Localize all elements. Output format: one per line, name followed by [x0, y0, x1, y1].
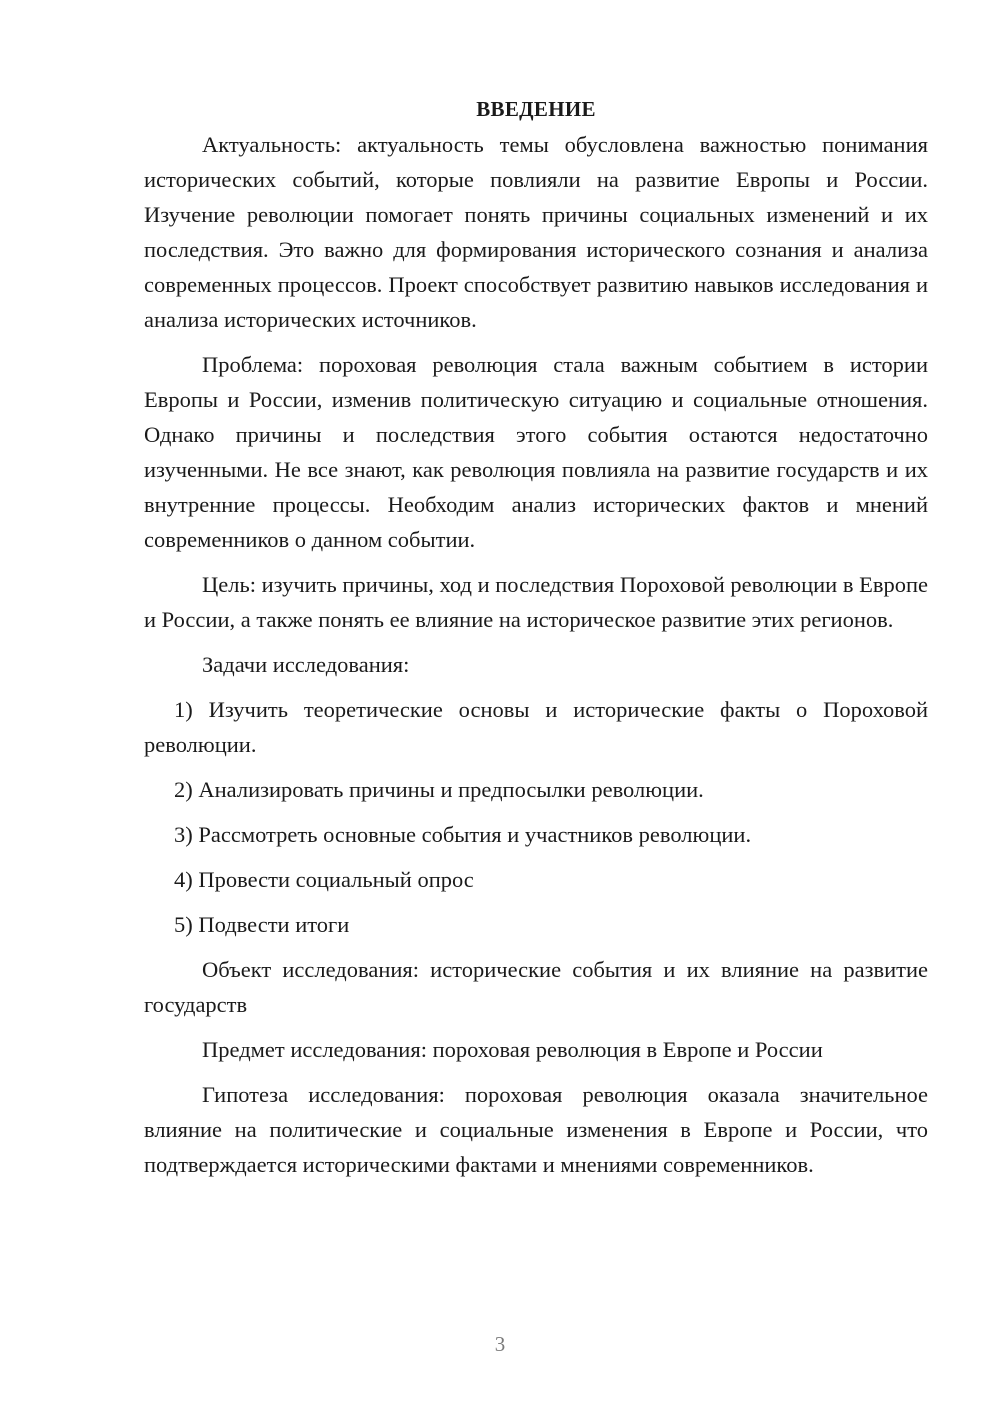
page-number: 3 [494, 1332, 506, 1356]
problem-paragraph: Проблема: пороховая революция стала важным событием в истории Европы и России, изменив политическую ситуацию и социальные отношения. Однако причины и последствия этого события остаются недостаточно изученными. Не все знают, как революция повлияла на развитие государств и их внутренние процессы. Необходим анализ исторических фактов и мнений современников о данном событии. [144, 352, 928, 552]
task-item-5: 5) Подвести итоги [174, 912, 350, 937]
tasks-title: Задачи исследования: [202, 652, 410, 677]
section-heading: ВВЕДЕНИЕ [476, 97, 596, 121]
task-item-3: 3) Рассмотреть основные события и участников революции. [174, 822, 752, 847]
object-paragraph: Объект исследования: исторические события и их влияние на развитие государств [144, 957, 928, 1017]
task-item-2: 2) Анализировать причины и предпосылки революции. [174, 777, 704, 802]
goal-paragraph: Цель: изучить причины, ход и последствия Пороховой революции в Европе и России, а также понять ее влияние на историческое развитие этих регионов. [144, 572, 928, 632]
task-item-4: 4) Провести социальный опрос [174, 867, 474, 892]
relevance-paragraph: Актуальность: актуальность темы обусловлена важностью понимания исторических событий, которые повлияли на развитие Европы и России. Изучение революции помогает понять причины социальных изменений и их последствия. Это важно для формирования исторического сознания и анализа современных процессов. Проект способствует развитию навыков исследования и анализа исторических источников. [144, 132, 928, 332]
task-item-1: 1) Изучить теоретические основы и исторические факты о Пороховой революции. [144, 697, 928, 757]
hypothesis-paragraph: Гипотеза исследования: пороховая революция оказала значительное влияние на политические и социальные изменения в Европе и России, что подтверждается историческими фактами и мнениями современников. [144, 1082, 928, 1177]
subject-paragraph: Предмет исследования: пороховая революция в Европе и России [202, 1037, 823, 1062]
page-content [144, 92, 928, 1192]
